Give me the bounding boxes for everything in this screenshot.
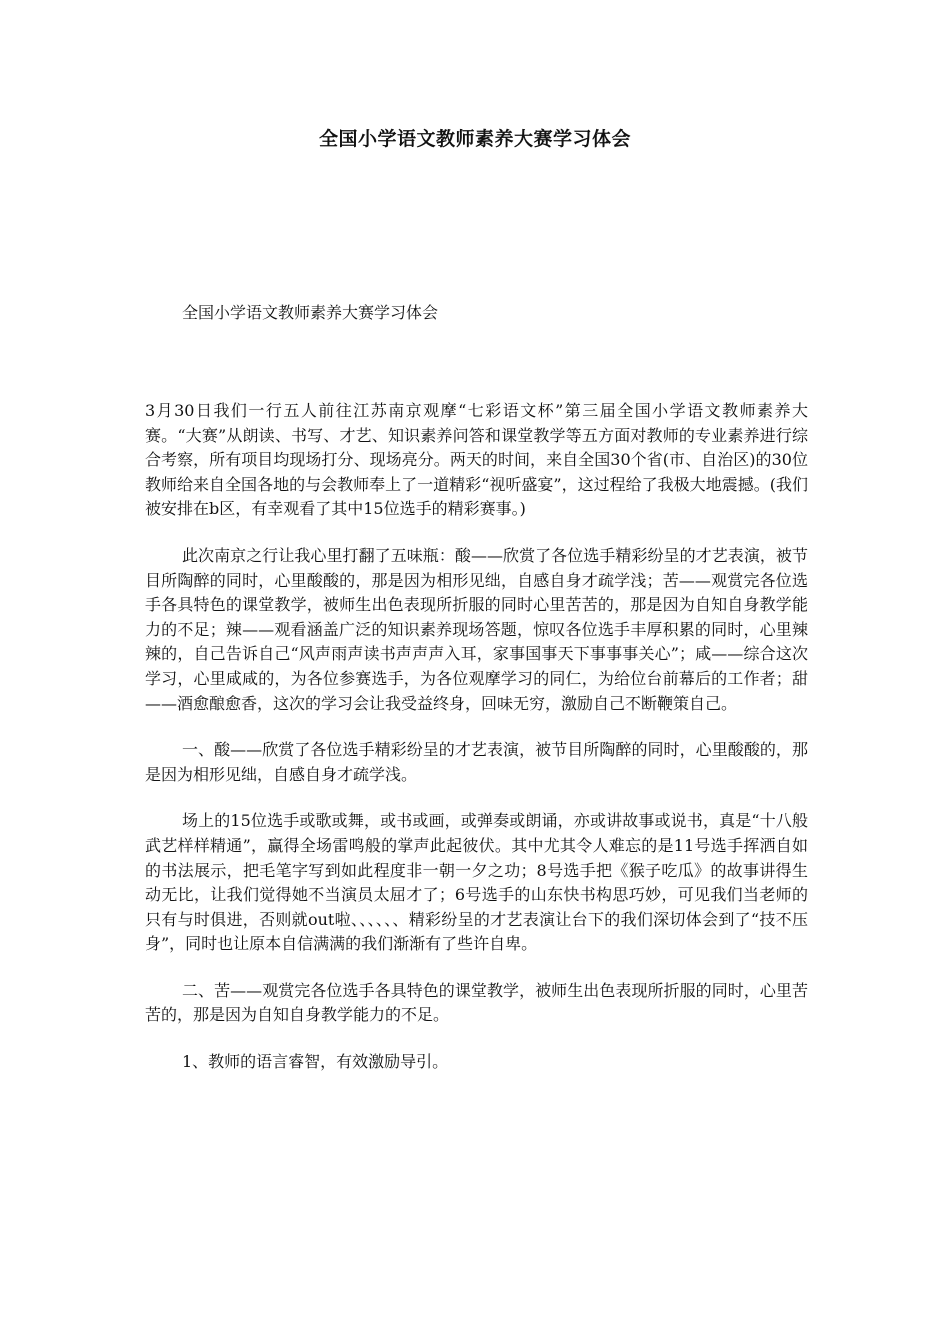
- subsection-heading-1: 1、教师的语言睿智，有效激励导引。: [182, 1052, 449, 1072]
- paragraph-five-flavors: 此次南京之行让我心里打翻了五味瓶：酸——欣赏了各位选手精彩纷呈的才艺表演，被节目所陶醉的同时，心里酸酸的，那是因为相形见绌，自感自身才疏学浅；苦——观赏完各位选手各具特色的课堂教学，被师生出色表现所折服的同时心里苦苦的，那是因为自知自身教学能力的不足；辣——观看涵盖广泛的知识素养现场答题，惊叹各位选手丰厚积累的同时，心里辣辣的，自己告诉自己“风声雨声读书声声声入耳，家事国事天下事事事关心”；咸——综合这次学习，心里咸咸的，为各位参赛选手，为各位观摩学习的同仁，为给位台前幕后的工作者；甜——酒愈酿愈香，这次的学习会让我受益终身，回味无穷，激励自己不断鞭策自己。: [145, 545, 808, 713]
- document-title: 全国小学语文教师素养大赛学习体会: [318, 128, 631, 150]
- paragraph-intro: 3月30日我们一行五人前往江苏南京观摩“七彩语文杯”第三届全国小学语文教师素养大赛。“大赛”从朗读、书写、才艺、知识素养问答和课堂教学等五方面对教师的专业素养进行综合考察，所有项目均现场打分、现场亮分。两天的时间，来自全国30个省(市、自治区)的30位教师给来自全国各地的与会教师奉上了一道精彩“视听盛宴”，这过程给了我极大地震撼。(我们被安排在b区，有幸观看了其中15位选手的精彩赛事。): [145, 401, 808, 519]
- paragraph-talent-show: 场上的15位选手或歌或舞，或书或画，或弹奏或朗诵，亦或讲故事或说书，真是“十八般武艺样样精通”，赢得全场雷鸣般的掌声此起彼伏。其中尤其令人难忘的是11号选手挥洒自如的书法展示，把毛笔字写到如此程度非一朝一夕之功；8号选手把《猴子吃瓜》的故事讲得生动无比，让我们觉得她不当演员太屈才了；6号选手的山东快书构思巧妙，可见我们当老师的只有与时俱进，否则就out啦、、、、、、精彩纷呈的才艺表演让台下的我们深切体会到了“技不压身”，同时也让原本自信满满的我们渐渐有了些许自卑。: [145, 811, 808, 954]
- section-heading-sour: 一、酸——欣赏了各位选手精彩纷呈的才艺表演，被节目所陶醉的同时，心里酸酸的，那是因为相形见绌，自感自身才疏学浅。: [145, 740, 808, 784]
- document-subtitle: 全国小学语文教师素养大赛学习体会: [182, 303, 439, 322]
- document-body: [145, 399, 808, 1097]
- section-heading-bitter: 二、苦——观赏完各位选手各具特色的课堂教学，被师生出色表现所折服的同时，心里苦苦的，那是因为自知自身教学能力的不足。: [145, 980, 808, 1025]
